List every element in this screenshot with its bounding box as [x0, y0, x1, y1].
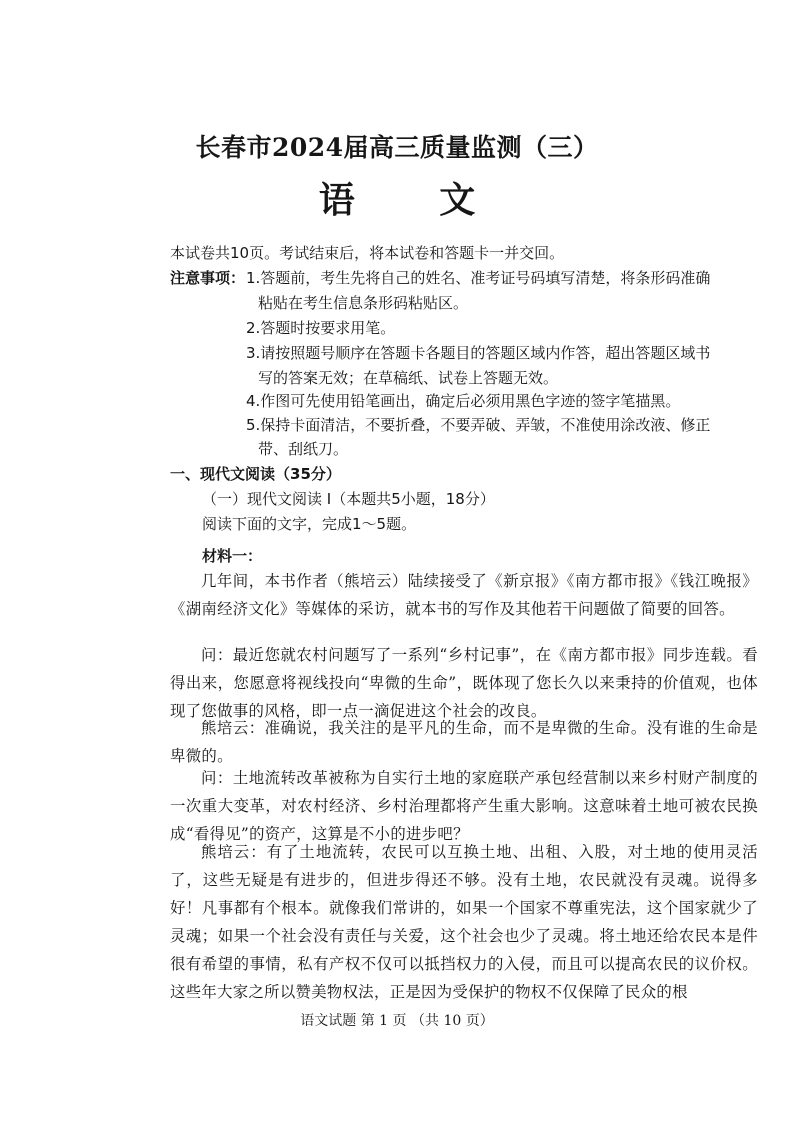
- notice-item-5-cont: 带、刮纸刀。: [258, 440, 349, 458]
- section-heading: 一、现代文阅读（35分）: [170, 465, 341, 483]
- notice-item-1: 1.答题前，考生先将自己的姓名、准考证号码填写清楚，将条形码准确: [246, 269, 711, 287]
- section-subheading: （一）现代文阅读 I（本题共5小题，18分）: [202, 490, 495, 508]
- notice-label: 注意事项：: [170, 269, 246, 287]
- section-instruction: 阅读下面的文字，完成1～5题。: [202, 515, 417, 533]
- material-label: 材料一：: [202, 547, 263, 565]
- notice-item-3: 3.请按照题号顺序在答题卡各题目的答题区域内作答，超出答题区域书: [246, 344, 711, 362]
- notice-item-2: 2.答题时按要求用笔。: [246, 319, 396, 337]
- paragraph-2: 问：最近您就农村问题写了一系列“乡村记事”，在《南方都市报》同步连载。看得出来，您愿意将视线投向“卑微的生命”，既体现了您长久以来秉持的价值观，也体现了您做事的风格，即一点一滴促进这个社会的改良。: [170, 646, 758, 720]
- exam-title: 长春市2024届高三质量监测（三）: [195, 133, 599, 162]
- notice-item-4: 4.作图可先使用铅笔画出，确定后必须用黑色字迹的签字笔描黑。: [246, 392, 681, 410]
- notice-item-3-cont: 写的答案无效；在草稿纸、试卷上答题无效。: [258, 369, 559, 387]
- exam-intro: 本试卷共10页。考试结束后，将本试卷和答题卡一并交回。: [170, 244, 565, 262]
- subject-title: 语 文: [318, 179, 512, 221]
- paragraph-4: 问：土地流转改革被称为自实行土地的家庭联产承包经营制以来乡村财产制度的一次重大变革，对农村经济、乡村治理都将产生重大影响。这意味着土地可被农民换成“看得见”的资产，这算是不小的进步吧？: [170, 769, 758, 843]
- paragraph-1: 几年间，本书作者（熊培云）陆续接受了《新京报》《南方都市报》《钱江晚报》《湖南经济文化》等媒体的采访，就本书的写作及其他若干问题做了简要的回答。: [170, 572, 758, 618]
- page-footer: 语文试题 第 1 页 （共 10 页）: [300, 1013, 494, 1029]
- paragraph-5: 熊培云：有了土地流转，农民可以互换土地、出租、入股，对土地的使用灵活了，这些无疑是有进步的，但进步得还不够。没有土地，农民就没有灵魂。说得多好！凡事都有个根本。就像我们常讲的，如果一个国家不尊重宪法，这个国家就少了灵魂；如果一个社会没有责任与关爱，这个社会也少了灵魂。将土地还给农民本是件很有希望的事情，私有产权不仅可以抵挡权力的入侵，而且可以提高农民的议价权。这些年大家之所以赞美物权法，正是因为受保护的物权不仅保障了民众的根: [170, 843, 758, 1001]
- paragraph-3: 熊培云：准确说，我关注的是平凡的生命，而不是卑微的生命。没有谁的生命是卑微的。: [170, 719, 758, 765]
- notice-item-5: 5.保持卡面清洁，不要折叠，不要弄破、弄皱，不准使用涂改液、修正: [246, 416, 711, 434]
- notice-item-1-cont: 粘贴在考生信息条形码粘贴区。: [258, 294, 469, 312]
